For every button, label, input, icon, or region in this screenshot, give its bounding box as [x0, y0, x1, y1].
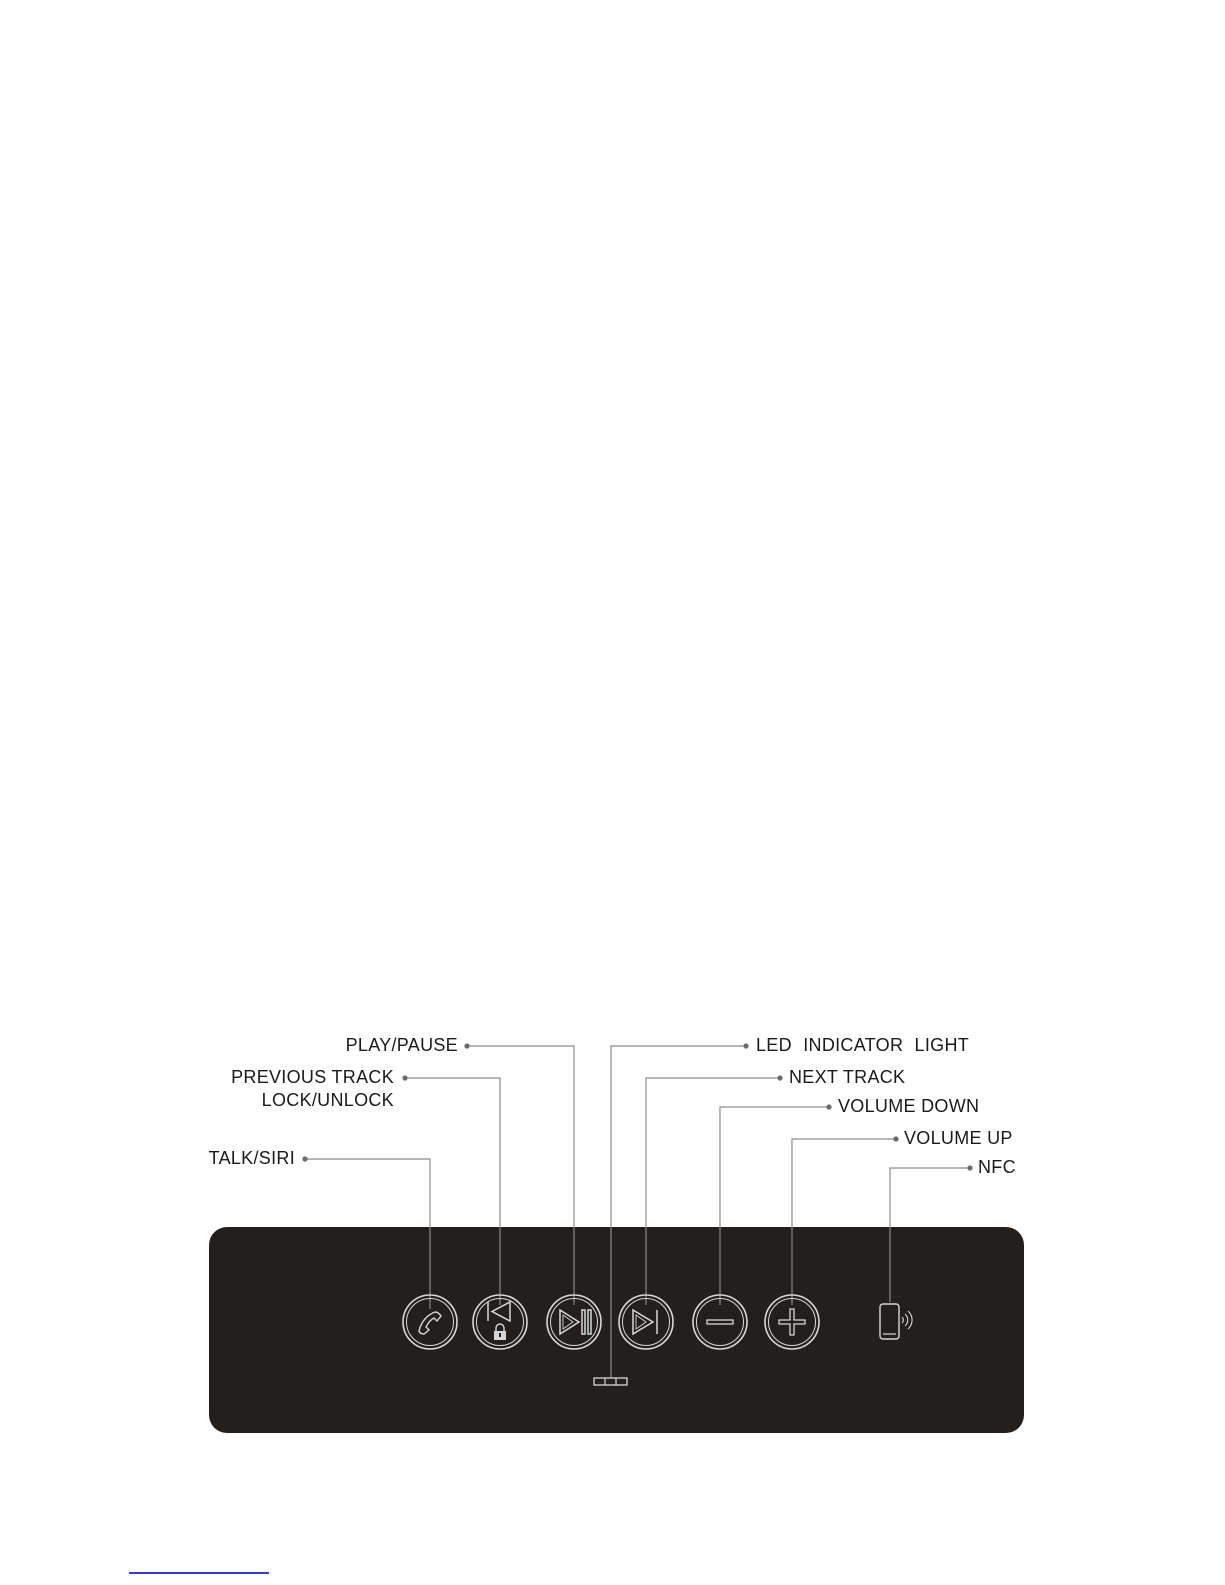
label-nfc: NFC	[978, 1157, 1016, 1177]
label-talk-siri: TALK/SIRI	[208, 1148, 295, 1168]
leader-dot-talk	[302, 1156, 307, 1161]
leader-dot-previous	[402, 1075, 407, 1080]
label-lock-unlock: LOCK/UNLOCK	[261, 1090, 394, 1110]
speaker-control-panel	[209, 1227, 1024, 1433]
label-volume-down: VOLUME DOWN	[838, 1096, 980, 1116]
leader-dot-led	[743, 1043, 748, 1048]
label-volume-up: VOLUME UP	[904, 1128, 1013, 1148]
footer-link-underline[interactable]	[129, 1572, 269, 1574]
leader-dot-next	[777, 1075, 782, 1080]
leader-dot-volume-down	[826, 1104, 831, 1109]
leader-dot-nfc	[967, 1165, 972, 1170]
label-play-pause: PLAY/PAUSE	[345, 1035, 458, 1055]
leader-dot-play	[464, 1043, 469, 1048]
label-next-track: NEXT TRACK	[789, 1067, 906, 1087]
label-led-indicator: LED INDICATOR LIGHT	[756, 1035, 970, 1055]
label-previous-track: PREVIOUS TRACK	[231, 1067, 394, 1087]
leader-dot-volume-up	[893, 1136, 898, 1141]
